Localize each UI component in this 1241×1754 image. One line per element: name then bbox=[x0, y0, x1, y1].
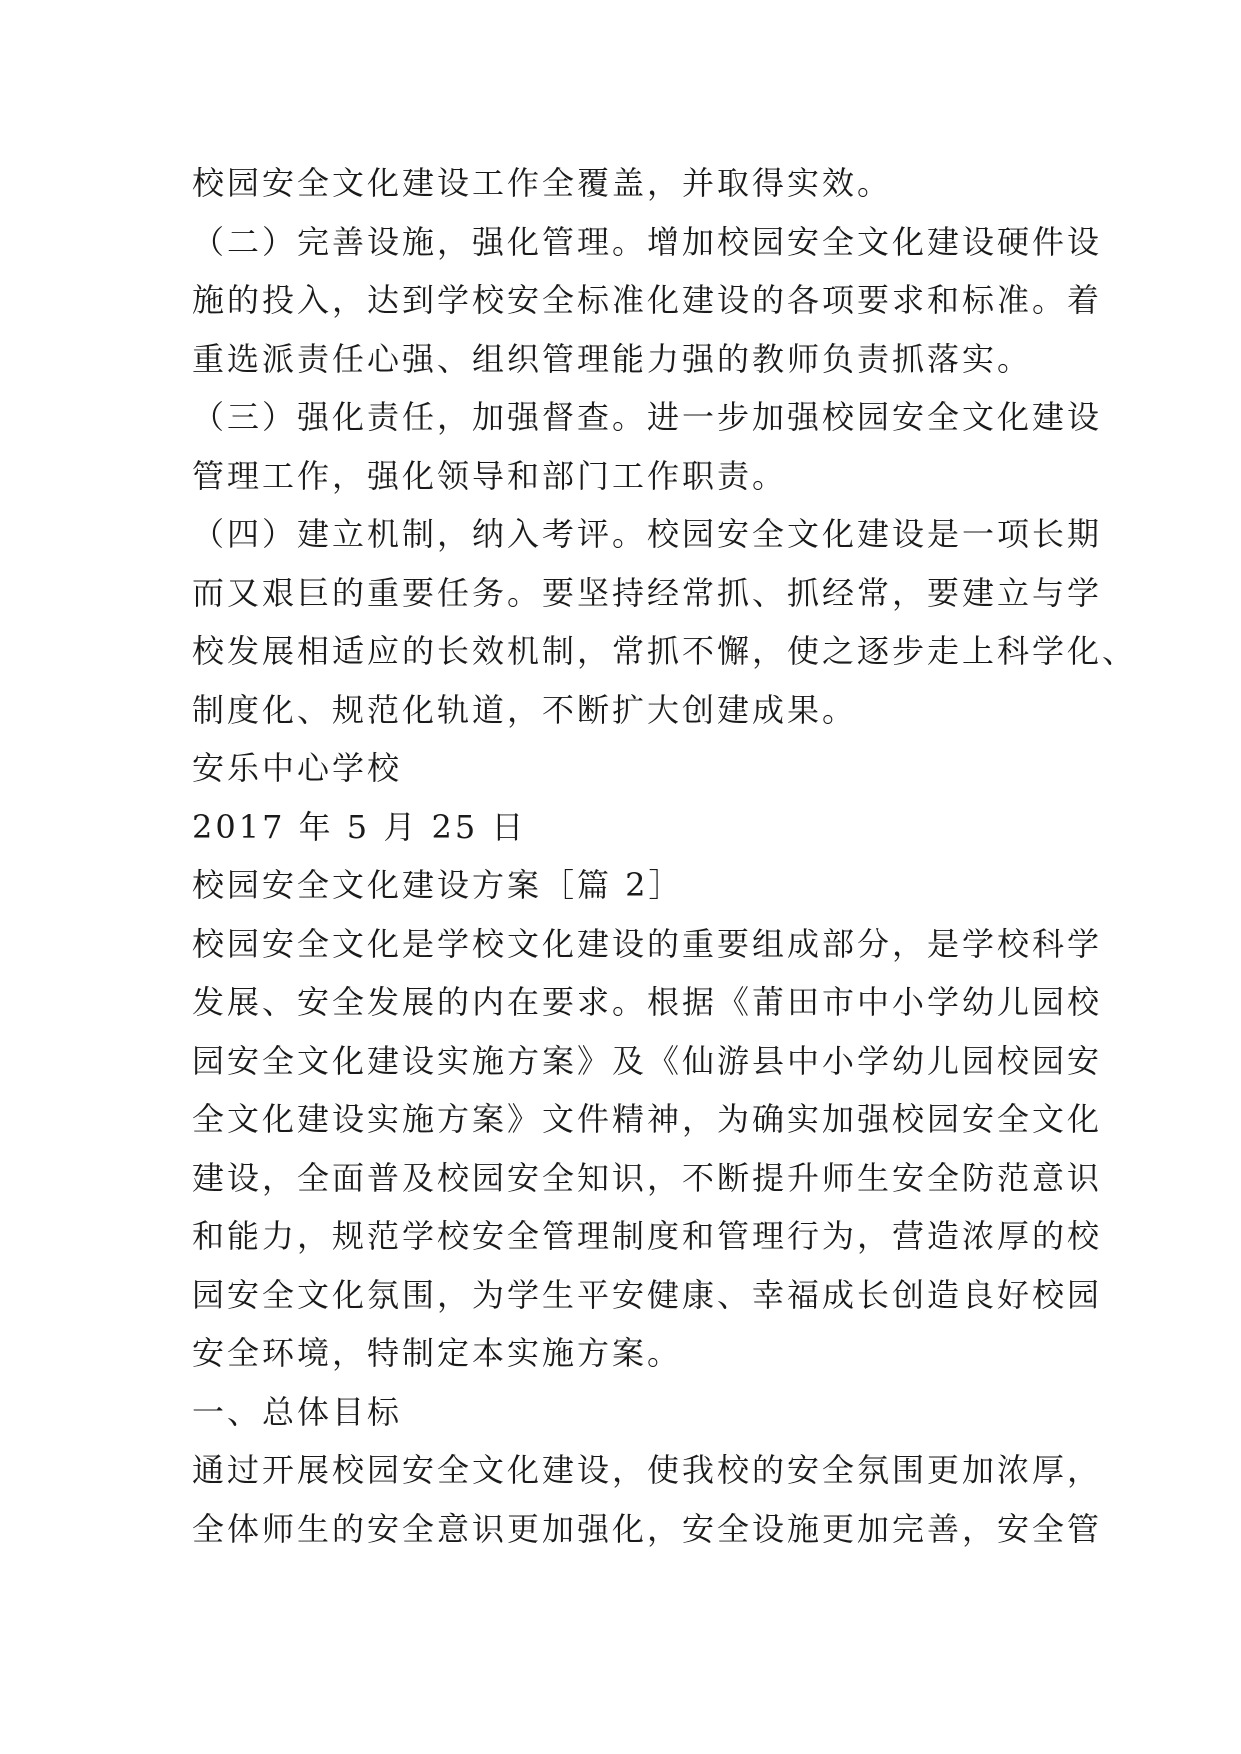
text-line: 校园安全文化是学校文化建设的重要组成部分，是学校科学 bbox=[192, 924, 1103, 963]
text-line: 全文化建设实施方案》文件精神，为确实加强校园安全文化 bbox=[192, 1100, 1103, 1138]
text-line: 校园安全文化建设工作全覆盖，并取得实效。 bbox=[192, 164, 893, 202]
text-line: 制度化、规范化轨道，不断扩大创建成果。 bbox=[192, 690, 858, 729]
signature-org: 安乐中心学校 bbox=[192, 749, 403, 787]
section-title: 校园安全文化建设方案［篇 2］ bbox=[192, 866, 684, 904]
text-line: 而又艰巨的重要任务。要坚持经常抓、抓经常，要建立与学 bbox=[192, 573, 1103, 612]
text-line: 和能力，规范学校安全管理制度和管理行为，营造浓厚的校 bbox=[192, 1217, 1103, 1255]
text-line: 安全环境，特制定本实施方案。 bbox=[192, 1334, 683, 1372]
text-line: （三）强化责任，加强督查。进一步加强校园安全文化建设 bbox=[192, 398, 1103, 436]
text-line: 建设，全面普及校园安全知识，不断提升师生安全防范意识 bbox=[192, 1158, 1103, 1197]
text-line: 管理工作，强化领导和部门工作职责。 bbox=[192, 456, 788, 495]
text-line: 园安全文化建设实施方案》及《仙游县中小学幼儿园校园安 bbox=[192, 1041, 1103, 1080]
subheading: 一、总体目标 bbox=[192, 1392, 403, 1431]
text-line: 施的投入，达到学校安全标准化建设的各项要求和标准。着 bbox=[192, 281, 1103, 319]
text-line: 全体师生的安全意识更加强化，安全设施更加完善，安全管 bbox=[192, 1509, 1103, 1548]
signature-date: 2017 年 5 月 25 日 bbox=[192, 807, 527, 846]
text-line: 发展、安全发展的内在要求。根据《莆田市中小学幼儿园校 bbox=[192, 983, 1103, 1021]
text-line: 通过开展校园安全文化建设，使我校的安全氛围更加浓厚， bbox=[192, 1451, 1103, 1489]
text-line: （二）完善设施，强化管理。增加校园安全文化建设硬件设 bbox=[192, 222, 1103, 261]
document-body bbox=[192, 154, 1138, 1558]
text-line: 园安全文化氛围，为学生平安健康、幸福成长创造良好校园 bbox=[192, 1275, 1103, 1314]
text-line: 重选派责任心强、组织管理能力强的教师负责抓落实。 bbox=[192, 339, 1033, 378]
text-line: （四）建立机制，纳入考评。校园安全文化建设是一项长期 bbox=[192, 515, 1103, 553]
text-line: 校发展相适应的长效机制，常抓不懈，使之逐步走上科学化、 bbox=[192, 632, 1138, 670]
